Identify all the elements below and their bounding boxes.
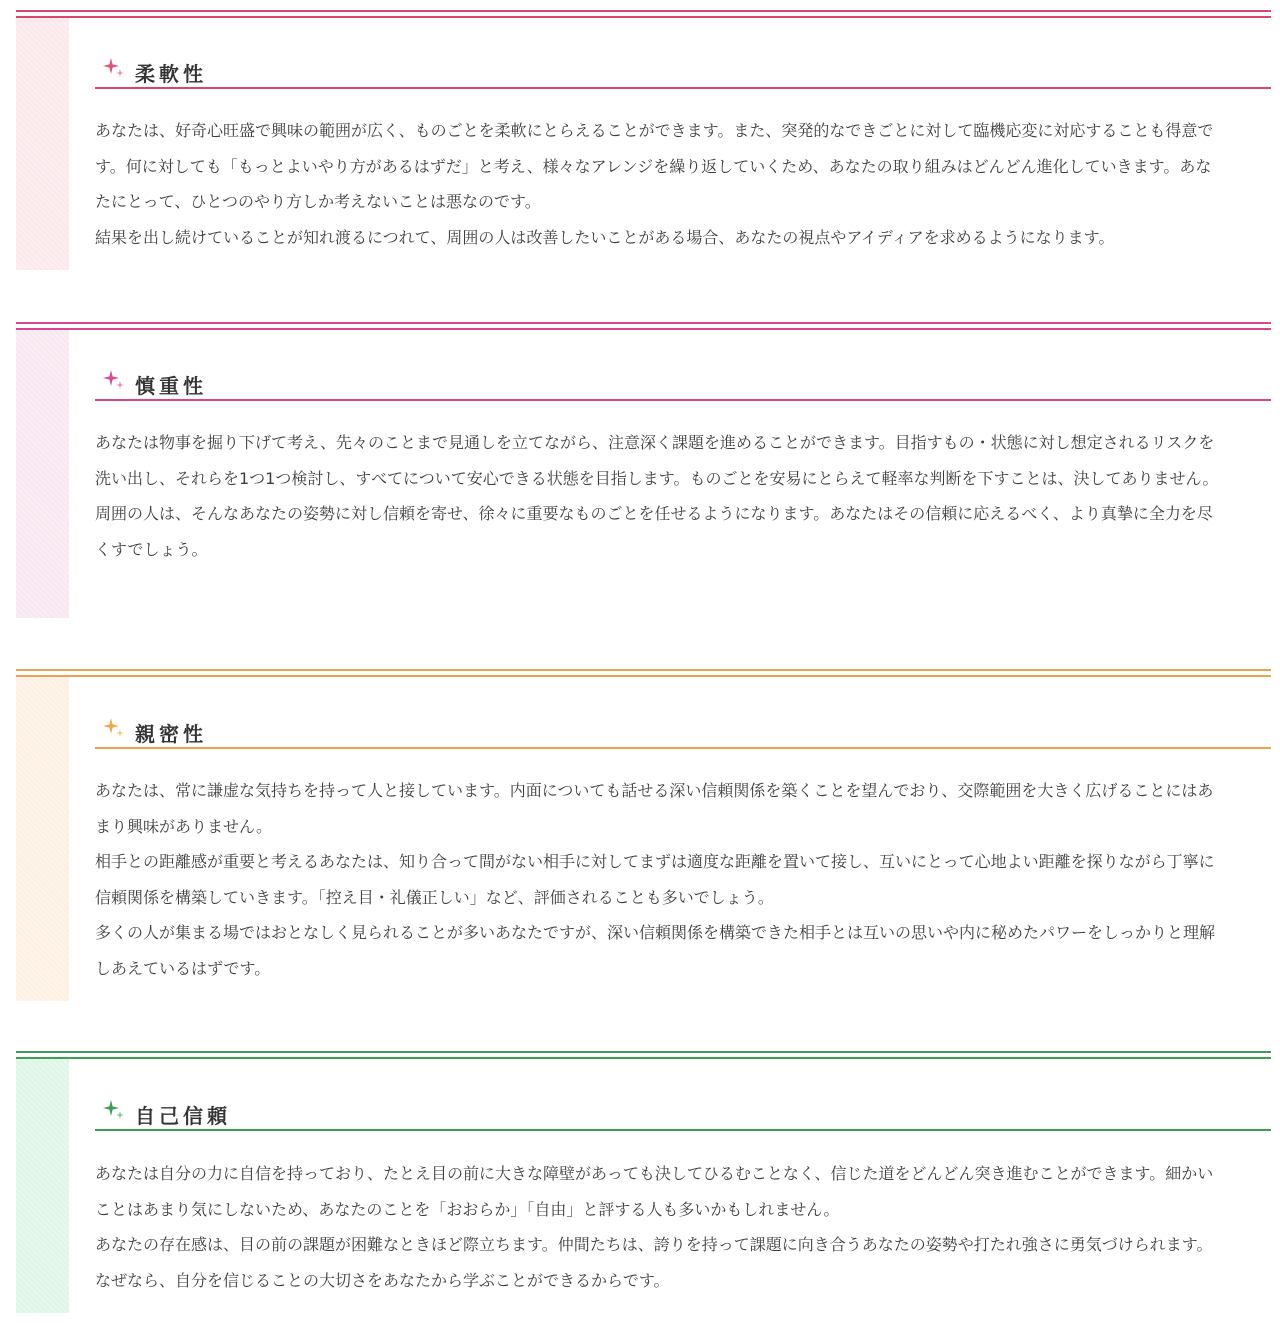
section-double-divider bbox=[16, 10, 1271, 18]
section-paragraph: あなたの存在感は、目の前の課題が困難なときほど際立ちます。仲間たちは、誇りを持って課題に向き合うあなたの姿勢や打たれ強さに勇気づけられます。なぜなら、自分を信じることの大切さをあなたから学ぶことができるからです。 bbox=[95, 1235, 1213, 1290]
section-paragraph: あなたは自分の力に自信を持っており、たとえ目の前に大きな障壁があっても決してひるむことなく、信じた道をどんどん突き進むことができます。細かいことはあまり気にしないため、あなたのことを「おおらか」「自由」と評する人も多いかもしれません。 bbox=[95, 1164, 1214, 1219]
section-title: 慎重性 bbox=[135, 374, 207, 398]
section-paragraph: あなたは物事を掘り下げて考え、先々のことまで見通しを立てながら、注意深く課題を進めることができます。目指すもの・状態に対し想定されるリスクを洗い出し、それらを1つ1つ検討し、すべてについて安心できる状態を目指します。ものごとを安易にとらえて軽率な判断を下すことは、決してありません。 bbox=[95, 433, 1219, 488]
sparkle-icon bbox=[103, 1099, 125, 1121]
trait-section-self-confidence bbox=[16, 1051, 1271, 1313]
trait-section-flexibility bbox=[16, 10, 1271, 270]
section-side-bar bbox=[16, 18, 69, 270]
section-paragraph: 結果を出し続けていることが知れ渡るにつれて、周囲の人は改善したいことがある場合、あなたの視点やアイディアを求めるようになります。 bbox=[95, 227, 1115, 247]
section-double-divider bbox=[16, 1051, 1271, 1059]
section-title: 柔軟性 bbox=[135, 62, 207, 86]
section-heading bbox=[95, 715, 1271, 749]
section-paragraph: 多くの人が集まる場ではおとなしく見られることが多いあなたですが、深い信頼関係を構築できた相手とは互いの思いや内に秘めたパワーをしっかりと理解しあえているはずです。 bbox=[95, 923, 1216, 978]
section-body bbox=[95, 1156, 1225, 1298]
section-side-bar bbox=[16, 677, 69, 1001]
sparkle-icon bbox=[103, 57, 125, 79]
section-double-divider bbox=[16, 322, 1271, 330]
section-body bbox=[95, 773, 1225, 986]
section-double-divider bbox=[16, 669, 1271, 677]
section-side-bar bbox=[16, 1059, 69, 1313]
section-paragraph: あなたは、好奇心旺盛で興味の範囲が広く、ものごとを柔軟にとらえることができます。また、突発的なできごとに対して臨機応変に対応することも得意です。何に対しても「もっとよいやり方があるはずだ」と考え、様々なアレンジを繰り返していくため、あなたの取り組みはどんどん進化していきます。あなたにとって、ひとつのやり方しか考えないことは悪なのです。 bbox=[95, 121, 1214, 211]
sparkle-icon bbox=[103, 369, 125, 391]
section-body bbox=[95, 113, 1225, 255]
sparkle-icon bbox=[103, 717, 125, 739]
section-title: 自己信頼 bbox=[135, 1104, 231, 1128]
section-paragraph: あなたは、常に謙虚な気持ちを持って人と接しています。内面についても話せる深い信頼関係を築くことを望んでおり、交際範囲を大きく広げることにはあまり興味がありません。 bbox=[95, 781, 1214, 836]
section-body bbox=[95, 425, 1225, 567]
section-paragraph: 周囲の人は、そんなあなたの姿勢に対し信頼を寄せ、徐々に重要なものごとを任せるようになります。あなたはその信頼に応えるべく、より真摯に全力を尽くすでしょう。 bbox=[95, 504, 1213, 559]
section-heading bbox=[95, 367, 1271, 401]
section-side-bar bbox=[16, 330, 69, 618]
section-paragraph: 相手との距離感が重要と考えるあなたは、知り合って間がない相手に対してまずは適度な距離を置いて接し、互いにとって心地よい距離を探りながら丁寧に信頼関係を構築していきます。「控え目・礼儀正しい」など、評価されることも多いでしょう。 bbox=[95, 852, 1215, 907]
section-heading bbox=[95, 1097, 1271, 1131]
trait-section-prudence bbox=[16, 322, 1271, 618]
section-title: 親密性 bbox=[135, 722, 207, 746]
trait-section-intimacy bbox=[16, 669, 1271, 1001]
section-heading bbox=[95, 55, 1271, 89]
